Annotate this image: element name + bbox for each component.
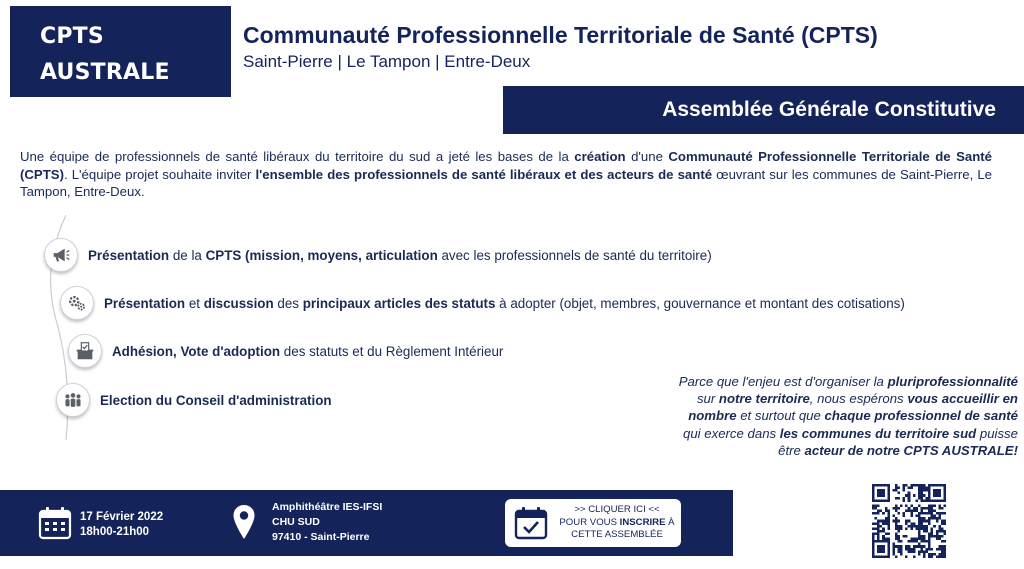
event-location — [272, 500, 382, 545]
logo-box — [10, 6, 231, 97]
logo-line-1: CPTS — [40, 24, 104, 49]
agenda-item-statuts — [60, 286, 905, 320]
agenda-text: discussion — [203, 295, 274, 311]
agenda-item-presentation — [44, 238, 712, 272]
closing-text: puisse — [976, 425, 1018, 441]
register-line-2-bold[interactable]: INSCRIRE — [619, 516, 666, 528]
agenda-text: Présentation — [88, 247, 170, 263]
agenda-text: à adopter (objet, membres, gouvernance et montant des cotisations) — [495, 295, 905, 311]
intro-bold: l'ensemble des professionnels de santé libéraux et des acteurs de santé — [255, 166, 713, 182]
event-date-day: 17 Février 2022 — [80, 511, 164, 523]
intro-bold: Communauté Professionnelle Territoriale de Santé (CPTS) — [20, 149, 992, 182]
page-subtitle: Saint-Pierre | Le Tampon | Entre-Deux — [243, 52, 531, 71]
location-pin-icon — [232, 504, 256, 540]
logo-line-2: AUSTRALE — [40, 60, 170, 85]
agenda-text: Présentation — [104, 295, 186, 311]
group-icon — [56, 383, 90, 417]
closing-bold: vous accueillir en — [907, 391, 1018, 407]
agenda-text: des statuts et du Règlement Intérieur — [280, 343, 504, 359]
agenda-item-election — [56, 383, 332, 417]
agenda-text: des — [273, 295, 303, 311]
calendar-icon — [38, 506, 72, 540]
agenda-text: principaux articles des statuts — [302, 295, 496, 311]
megaphone-icon — [44, 238, 78, 272]
footer-bar — [0, 490, 733, 556]
event-date-time: 18h00-21h00 — [80, 526, 150, 538]
agenda-text: CPTS (mission, moyens, articulation — [205, 247, 438, 263]
location-line-2: CHU SUD — [272, 516, 320, 528]
intro-text: d'une — [625, 149, 669, 164]
closing-bold: acteur de notre CPTS AUSTRALE! — [804, 442, 1018, 458]
agenda-text: et — [185, 295, 204, 311]
closing-bold: notre territoire — [718, 391, 810, 407]
intro-paragraph — [20, 148, 992, 201]
closing-bold: pluriprofessionnalité — [887, 374, 1018, 389]
agenda-text: de la — [169, 247, 206, 263]
closing-text: , nous espérons — [809, 391, 908, 407]
page-title: Communauté Professionnelle Territoriale de Santé (CPTS) — [243, 22, 878, 48]
register-line-1[interactable]: >> CLIQUER ICI << — [574, 504, 660, 516]
register-line-3[interactable]: CETTE ASSEMBLÉE — [571, 529, 663, 541]
intro-text: œuvrant sur les communes de Saint-Pierre, Le Tampon, Entre-Deux. — [20, 166, 992, 199]
intro-text: . L'équipe projet souhaite inviter — [63, 166, 256, 182]
event-date — [80, 510, 163, 540]
gears-icon — [60, 286, 94, 320]
closing-bold: les communes du territoire sud — [779, 425, 977, 441]
closing-bold: chaque professionnel de santé — [824, 408, 1018, 424]
agenda-text: Election du Conseil d'administration — [100, 392, 332, 408]
location-line-1: Amphithéâtre IES-IFSI — [272, 501, 383, 513]
closing-text: sur — [696, 391, 719, 407]
qr-code[interactable] — [872, 484, 946, 558]
closing-bold: nombre — [688, 408, 737, 424]
location-line-3: 97410 - Saint-Pierre — [272, 531, 370, 543]
closing-text: qui exerce dans — [683, 425, 780, 441]
agenda-text: avec les professionnels de santé du territoire) — [437, 247, 712, 263]
agenda-text: Adhésion, Vote d'adoption — [112, 343, 281, 359]
agenda-item-vote — [68, 334, 503, 368]
closing-text: être — [778, 442, 805, 458]
intro-text: Une équipe de professionnels de santé libéraux du territoire du sud a jeté les bases de la — [20, 149, 575, 164]
register-line-2[interactable]: POUR VOUS — [559, 516, 620, 528]
closing-text: et surtout que — [736, 408, 825, 424]
closing-paragraph — [606, 373, 1018, 459]
intro-bold: création — [574, 149, 626, 164]
event-banner: Assemblée Générale Constitutive — [503, 86, 1024, 134]
register-line-2-end[interactable]: À — [665, 516, 675, 528]
closing-text: Parce que l'enjeu est d'organiser la — [678, 374, 888, 389]
ballot-box-icon — [68, 334, 102, 368]
register-button[interactable] — [505, 499, 681, 547]
calendar-check-icon — [513, 505, 549, 541]
